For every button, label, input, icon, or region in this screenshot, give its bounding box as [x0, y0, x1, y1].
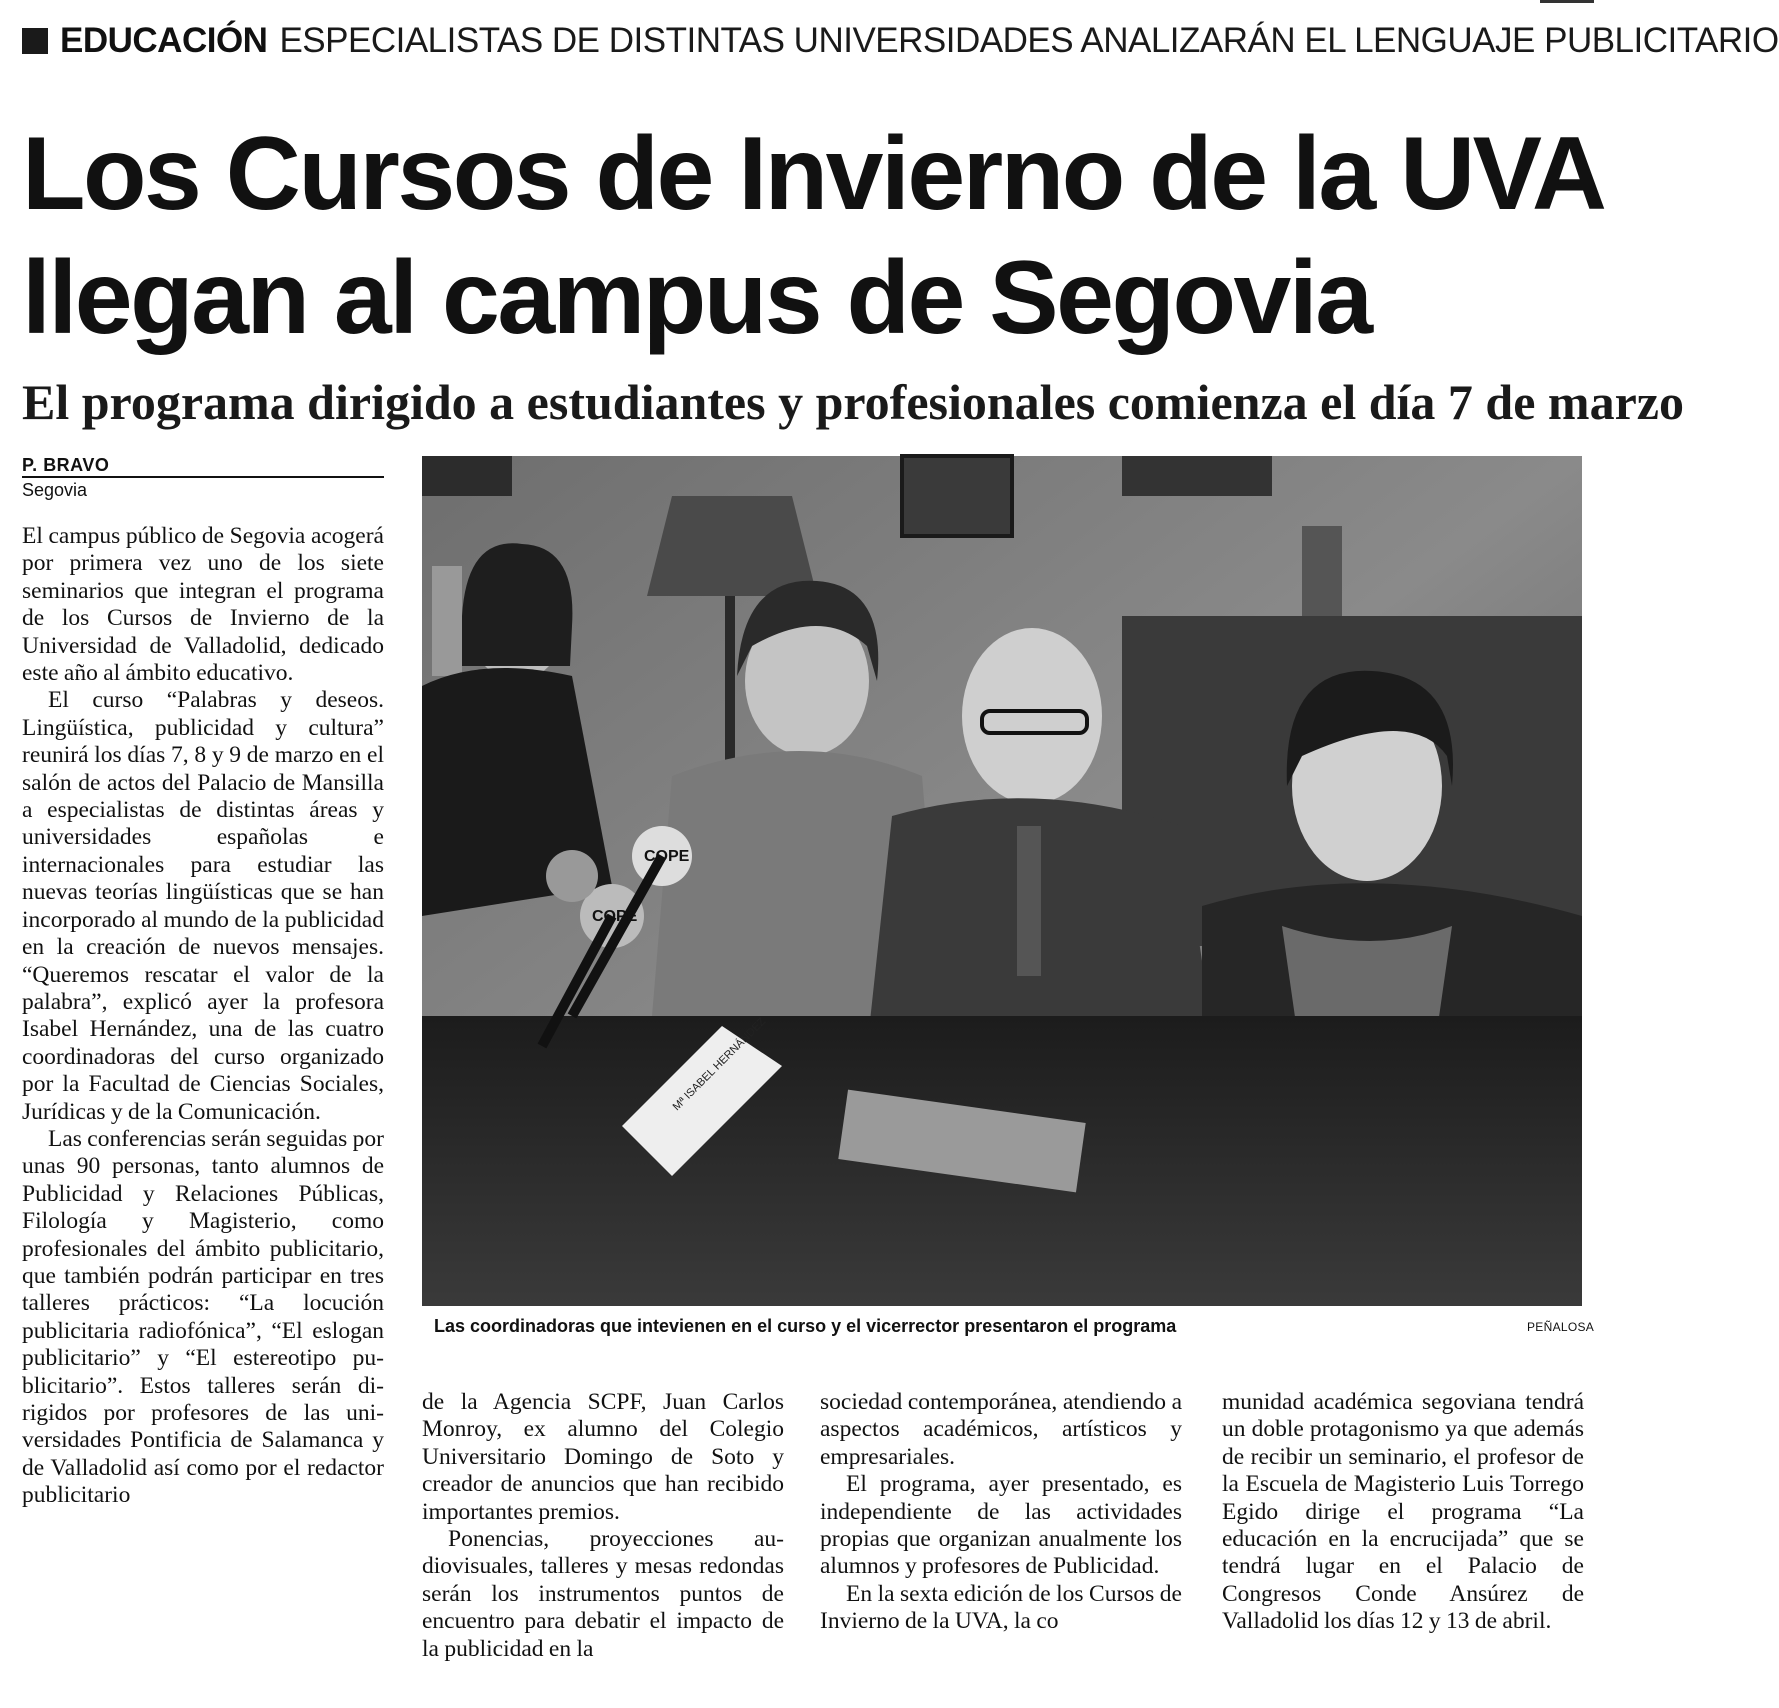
- article-column-1: [22, 523, 384, 1510]
- section-label: EDUCACIÓN: [60, 21, 268, 60]
- picture-frame-center: [902, 456, 1012, 536]
- picture-frame-left: [422, 456, 512, 496]
- press-conference-photo: [422, 456, 1582, 1306]
- byline: [22, 454, 384, 478]
- lamp-shade: [647, 496, 817, 596]
- picture-frame-right: [1122, 456, 1272, 496]
- paragraph: El programa, ayer presentado, es independiente de las actividades propias que organizan anualmente los alumnos y profesores de Publicidad.: [820, 1471, 1182, 1580]
- kicker: [22, 18, 1779, 64]
- radiator: [432, 566, 462, 676]
- top-rule: [1540, 0, 1594, 3]
- article-column-4: [1222, 1389, 1584, 1636]
- paragraph: de la Agencia SCPF, Juan Carlos Monroy, ex alumno del Colegio Universitario Domingo de Soto y creador de anuncios que han recibido importantes premios.: [422, 1389, 784, 1525]
- microphone: [546, 850, 598, 902]
- paragraph: sociedad contemporánea, atendiendo a aspectos académicos, artísticos y empresariales.: [820, 1389, 1182, 1470]
- trophy: [1302, 526, 1342, 616]
- paragraph: munidad académica segoviana tendrá un doble protagonismo ya que además de recibir un seminario, el profesor de la Escuela de Magisterio Luis Torrego Egido dirige el programa “La educación en la encrucijada” que se tendrá lugar en el Palacio de Congresos Conde Ansúrez de Valladolid los días 12 y 13 de abril.: [1222, 1389, 1584, 1635]
- kicker-topic: ESPECIALISTAS DE DISTINTAS UNIVERSIDADES ANALIZARÁN EL LENGUAJE PUBLICITARIO: [279, 21, 1779, 60]
- headline-line-1: Los Cursos de Invierno de la UVA: [22, 116, 1605, 232]
- subheadline: El programa dirigido a estudiantes y profesionales comienza el día 7 de marzo: [22, 374, 1684, 430]
- paragraph: Ponencias, proyecciones audiovisuales, talleres y mesas redondas serán los instrumentos puntos de encuentro para debatir el impacto de la publicidad en la: [422, 1526, 784, 1662]
- paragraph: El campus público de Segovia acogerá por primera vez uno de los siete seminarios que integran el programa de los Cursos de Invierno de la Universidad de Valladolid, dedicado este año al ámbito educativo.: [22, 523, 384, 687]
- photo-credit: PEÑALOSA: [1527, 1320, 1595, 1334]
- section-marker: [22, 28, 48, 54]
- headline-line-2: llegan al campus de Segovia: [22, 240, 1371, 356]
- photo-caption: Las coordinadoras que intevienen en el curso y el vicerrector presentaron el programa: [434, 1316, 1177, 1336]
- placard-text: Mª ISABEL HERNÁNDEZ: [670, 1015, 769, 1114]
- microphone-label: COPE: [644, 848, 690, 865]
- byline-location: Segovia: [22, 480, 88, 500]
- article-column-3: [820, 1389, 1182, 1636]
- byline-author: P. BRAVO: [22, 455, 110, 475]
- article-column-2: [422, 1389, 784, 1663]
- paragraph: Las conferencias serán seguidas por unas 90 personas, tanto alumnos de Publicidad y Relaciones Públicas, Filología y Magisterio, como profesionales del ámbito publicitario, que también podrán participar en tres talleres prácticos: “La locución publicitaria radiofónica”, “El eslogan publicitario” y “El estereotipo publicitario”. Estos talleres serán dirigidos por profesores de las universidades Pontificia de Salamanca y de Valladolid así como por el redactor publicitario: [22, 1125, 384, 1509]
- microphone-label: COPE: [592, 908, 638, 925]
- paragraph: El curso “Palabras y deseos. Lingüística, publicidad y cultura” reunirá los días 7, 8 y 9 de marzo en el salón de actos del Palacio de Mansilla a especialistas de distintas áreas y universidades españolas e internacionales para estudiar las nuevas teorías lingüísticas que se han incorporado al mundo de la publicidad en la creación de nuevos mensajes. “Queremos rescatar el valor de la palabra”, explicó ayer la profesora Isabel Hernández, una de las cuatro coordinadoras del curso organizado por la Facultad de Ciencias Sociales, Jurídicas y de la Comunicación.: [22, 687, 384, 1125]
- paragraph: En la sexta edición de los Cursos de Invierno de la UVA, la co: [820, 1580, 1182, 1635]
- person-1-hair: [462, 543, 572, 666]
- person-3-tie: [1017, 826, 1041, 976]
- headline: [22, 112, 1605, 360]
